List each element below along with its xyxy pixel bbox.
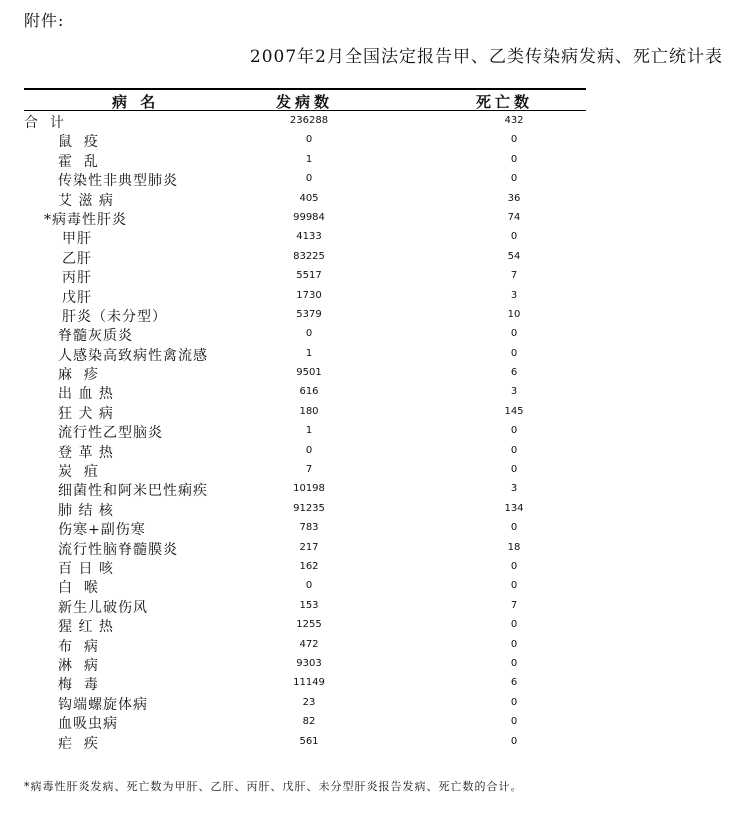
disease-name: 传染性非典型肺炎 (58, 173, 178, 190)
table-row (24, 538, 586, 557)
table-row (24, 286, 586, 305)
disease-name: 合 计 (24, 115, 65, 131)
table-row (24, 635, 586, 654)
table-row (24, 266, 586, 285)
deaths-value: 3 (510, 289, 518, 301)
footnote: *病毒性肝炎发病、死亡数为甲肝、乙肝、丙肝、戊肝、未分型肝炎报告发病、死亡数的合计。 (24, 780, 523, 793)
cases-value: 0 (305, 328, 313, 340)
deaths-value: 3 (510, 386, 518, 398)
cases-value: 99984 (293, 211, 325, 223)
disease-name: 出 血 热 (58, 386, 114, 403)
table-row (24, 673, 586, 692)
disease-name: 细菌性和阿米巴性痢疾 (58, 483, 208, 500)
deaths-value: 432 (504, 115, 524, 126)
deaths-value: 18 (507, 541, 521, 553)
deaths-value: 0 (510, 735, 518, 747)
cases-value: 7 (305, 464, 313, 476)
deaths-value: 145 (504, 405, 524, 417)
table-row (24, 499, 586, 518)
cases-value: 783 (299, 522, 319, 534)
disease-name: 肝炎（未分型） (62, 308, 167, 325)
disease-name: 肺 结 核 (58, 502, 114, 519)
table-row (24, 150, 586, 169)
deaths-value: 0 (510, 347, 518, 359)
deaths-value: 0 (510, 522, 518, 534)
deaths-value: 54 (507, 250, 521, 262)
table-row (24, 382, 586, 401)
table-row (24, 479, 586, 498)
cases-value: 5517 (296, 270, 322, 282)
cases-value: 1255 (296, 619, 322, 631)
disease-name: 艾 滋 病 (58, 192, 114, 209)
table-row (24, 227, 586, 246)
disease-name: 流行性脑脊髓膜炎 (58, 541, 178, 558)
cases-value: 82 (302, 716, 316, 728)
table-body (24, 111, 586, 751)
disease-name: 戊肝 (62, 289, 92, 306)
deaths-value: 0 (510, 153, 518, 165)
cases-value: 561 (299, 735, 319, 747)
cases-value: 0 (305, 580, 313, 592)
table-row (24, 189, 586, 208)
cases-value: 153 (299, 599, 319, 611)
deaths-value: 3 (510, 483, 518, 495)
deaths-value: 7 (510, 599, 518, 611)
cases-value: 23 (302, 696, 316, 708)
disease-name: 猩 红 热 (58, 619, 114, 636)
statistics-table (24, 88, 586, 751)
disease-name: 登 革 热 (58, 444, 114, 461)
cases-value: 1 (305, 425, 313, 437)
cases-value: 11149 (293, 677, 325, 689)
disease-name: 梅 毒 (58, 677, 99, 694)
deaths-value: 7 (510, 270, 518, 282)
table-row (24, 208, 586, 227)
table-header (24, 90, 586, 110)
disease-name: 乙肝 (62, 250, 92, 267)
cases-value: 91235 (293, 502, 325, 514)
deaths-value: 0 (510, 696, 518, 708)
disease-name: 霍 乱 (58, 153, 99, 170)
cases-value: 1730 (296, 289, 322, 301)
table-row (24, 130, 586, 149)
table-row (24, 596, 586, 615)
table-row (24, 576, 586, 595)
cases-value: 217 (299, 541, 319, 553)
table-row (24, 654, 586, 673)
cases-value: 9303 (296, 657, 322, 669)
disease-name: *病毒性肝炎 (44, 211, 127, 228)
disease-name: 伤寒+副伤寒 (58, 522, 146, 539)
attachment-label: 附件: (24, 11, 65, 30)
cases-value: 1 (305, 153, 313, 165)
deaths-value: 0 (510, 444, 518, 456)
table-row (24, 421, 586, 440)
table-row (24, 460, 586, 479)
table-row (24, 111, 586, 130)
disease-name: 布 病 (58, 638, 99, 655)
disease-name: 麻 疹 (58, 367, 99, 384)
deaths-value: 0 (510, 231, 518, 243)
disease-name: 疟 疾 (58, 735, 99, 752)
deaths-value: 0 (510, 638, 518, 650)
deaths-value: 0 (510, 328, 518, 340)
disease-name: 丙肝 (62, 270, 92, 287)
cases-value: 180 (299, 405, 319, 417)
table-row (24, 324, 586, 343)
deaths-value: 10 (507, 308, 521, 320)
cases-value: 236288 (289, 115, 329, 126)
deaths-value: 0 (510, 134, 518, 146)
header-disease-name: 病 名 (112, 93, 160, 111)
cases-value: 4133 (296, 231, 322, 243)
disease-name: 血吸虫病 (58, 716, 118, 733)
deaths-value: 6 (510, 677, 518, 689)
table-row (24, 557, 586, 576)
cases-value: 10198 (293, 483, 325, 495)
cases-value: 1 (305, 347, 313, 359)
disease-name: 鼠 疫 (58, 134, 99, 151)
disease-name: 淋 病 (58, 657, 99, 674)
table-row (24, 305, 586, 324)
table-row (24, 363, 586, 382)
table-row (24, 518, 586, 537)
disease-name: 百 日 咳 (58, 560, 114, 577)
deaths-value: 0 (510, 580, 518, 592)
disease-name: 流行性乙型脑炎 (58, 425, 163, 442)
deaths-value: 0 (510, 425, 518, 437)
cases-value: 83225 (293, 250, 325, 262)
page-title: 2007年2月全国法定报告甲、乙类传染病发病、死亡统计表 (249, 47, 723, 67)
table-row (24, 712, 586, 731)
table-row (24, 732, 586, 751)
table-row (24, 344, 586, 363)
cases-value: 5379 (296, 308, 322, 320)
header-cases: 发病数 (276, 93, 334, 111)
cases-value: 9501 (296, 367, 322, 379)
table-row (24, 615, 586, 634)
disease-name: 人感染高致病性禽流感 (58, 347, 208, 364)
disease-name: 新生儿破伤风 (58, 599, 148, 616)
deaths-value: 134 (504, 502, 524, 514)
deaths-value: 0 (510, 173, 518, 185)
table-row (24, 169, 586, 188)
disease-name: 炭 疽 (58, 464, 99, 481)
header-deaths: 死亡数 (476, 93, 534, 111)
cases-value: 0 (305, 444, 313, 456)
deaths-value: 0 (510, 657, 518, 669)
cases-value: 472 (299, 638, 319, 650)
cases-value: 405 (299, 192, 319, 204)
deaths-value: 0 (510, 560, 518, 572)
deaths-value: 36 (507, 192, 521, 204)
cases-value: 616 (299, 386, 319, 398)
table-row (24, 441, 586, 460)
cases-value: 0 (305, 173, 313, 185)
deaths-value: 0 (510, 464, 518, 476)
cases-value: 162 (299, 560, 319, 572)
table-row (24, 693, 586, 712)
cases-value: 0 (305, 134, 313, 146)
deaths-value: 0 (510, 619, 518, 631)
deaths-value: 0 (510, 716, 518, 728)
table-row (24, 402, 586, 421)
disease-name: 钩端螺旋体病 (58, 696, 148, 713)
disease-name: 白 喉 (58, 580, 99, 597)
disease-name: 脊髓灰质炎 (58, 328, 133, 345)
deaths-value: 6 (510, 367, 518, 379)
disease-name: 甲肝 (62, 231, 92, 248)
table-row (24, 247, 586, 266)
disease-name: 狂 犬 病 (58, 405, 114, 422)
deaths-value: 74 (507, 211, 521, 223)
